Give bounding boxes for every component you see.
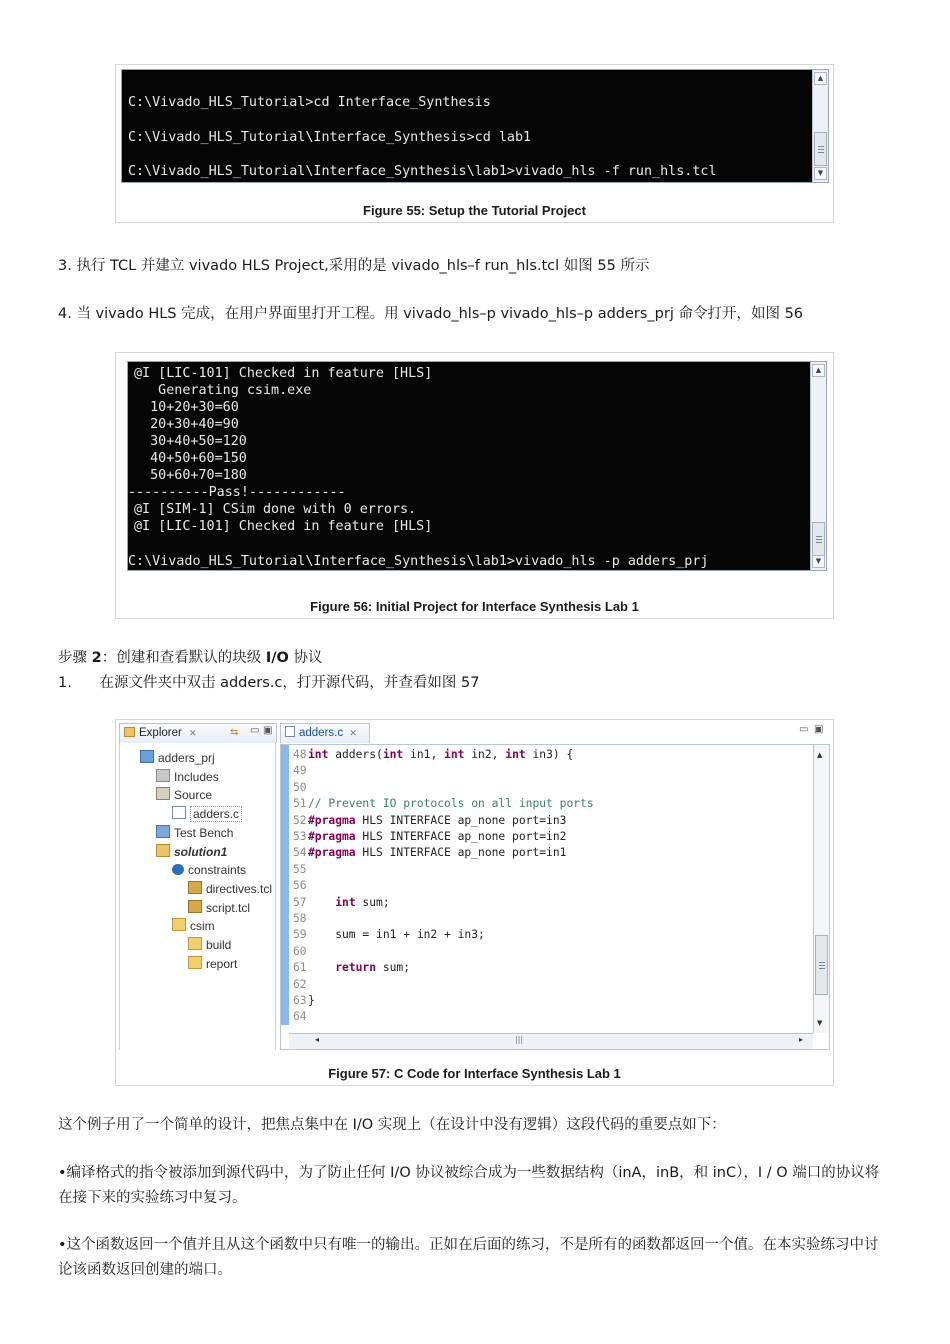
- editor-tab-adders-c[interactable]: [280, 723, 370, 743]
- terminal-line: 50+60+70=180: [134, 468, 247, 483]
- close-icon[interactable]: ✕: [189, 728, 197, 738]
- line-number: 56: [293, 879, 307, 893]
- figure-caption: Figure 57: C Code for Interface Synthesis Lab 1: [328, 1066, 621, 1081]
- tree-item[interactable]: [188, 937, 231, 953]
- terminal-line: 30+40+50=120: [134, 434, 247, 449]
- terminal-line: C:\Vivado_HLS_Tutorial>cd Interface_Synthesis: [128, 95, 491, 110]
- tree-item[interactable]: [156, 825, 233, 841]
- heading-mid: ：创建和查看默认的块级: [101, 650, 266, 666]
- line-number: 57: [293, 895, 307, 909]
- tree-item[interactable]: [172, 806, 242, 822]
- explorer-icon: [124, 727, 135, 737]
- terminal-line: C:\Vivado_HLS_Tutorial\Interface_Synthesis>cd lab1: [128, 130, 532, 145]
- figure-caption: Figure 55: Setup the Tutorial Project: [363, 203, 586, 218]
- terminal-line: 40+50+60=150: [134, 451, 247, 466]
- solution-folder-icon: [156, 844, 170, 857]
- figure-57: [115, 719, 834, 1086]
- editor-gutter: [281, 745, 289, 1025]
- figure-caption: Figure 56: Initial Project for Interface Synthesis Lab 1: [310, 599, 639, 614]
- code-line: [293, 862, 308, 878]
- code-line: 63}: [293, 994, 315, 1007]
- tree-item[interactable]: [188, 900, 250, 916]
- tcl-file-icon: [188, 900, 202, 913]
- testbench-icon: [156, 825, 170, 838]
- terminal-line: @I [LIC-101] Checked in feature [HLS]: [134, 519, 433, 534]
- scroll-up-icon[interactable]: ▲: [812, 364, 825, 377]
- code-line: [293, 780, 308, 796]
- code-line: 52#pragma HLS INTERFACE ap_none port=in3: [293, 813, 567, 827]
- code-line: 61 return sum;: [293, 961, 411, 975]
- line-number: 59: [293, 928, 307, 942]
- explorer-tab[interactable]: [119, 723, 277, 743]
- step-2-item-1: 1. 在源文件夹中双击 adders.c，打开源代码，并查看如图 57: [58, 675, 480, 691]
- code-line: 59 sum = in1 + in2 + in3;: [293, 928, 485, 942]
- step-3-text: 3. 执行 TCL 并建立 vivado HLS Project,采用的是 vivado_hls–f run_hls.tcl 如图 55 所示: [58, 258, 650, 274]
- terminal-window: [127, 361, 827, 571]
- tree-item-label: solution1: [174, 844, 228, 859]
- explorer-tab-label: Explorer: [139, 727, 182, 739]
- scroll-thumb[interactable]: [814, 132, 827, 166]
- paragraph-1: 这个例子用了一个简单的设计，把焦点集中在 I/O 实现上（在设计中没有逻辑）这段代码的重要点如下：: [58, 1117, 726, 1133]
- tree-item-label: csim: [190, 919, 215, 934]
- line-number: 51: [293, 797, 307, 811]
- scroll-thumb[interactable]: [812, 522, 825, 556]
- heading-io: I/O: [265, 650, 289, 666]
- tree-item[interactable]: [188, 881, 272, 897]
- figure-56: [115, 352, 834, 619]
- terminal-scrollbar[interactable]: [810, 362, 826, 570]
- code-line: 54#pragma HLS INTERFACE ap_none port=in1: [293, 846, 567, 860]
- tree-item-label: adders.c: [190, 806, 242, 822]
- code-line: [293, 878, 308, 894]
- project-icon: [140, 750, 154, 763]
- editor-hscrollbar[interactable]: [289, 1033, 813, 1049]
- terminal-line: 10+20+30=60: [134, 400, 239, 415]
- line-number: 50: [293, 780, 307, 794]
- maximize-icon[interactable]: ▣: [814, 724, 824, 735]
- line-number: 63: [293, 994, 307, 1007]
- code-line: 48int adders(int in1, int in2, int in3) {: [293, 748, 574, 761]
- maximize-icon[interactable]: ▣: [263, 725, 273, 736]
- line-number: 60: [293, 944, 307, 958]
- code-line: [293, 944, 308, 960]
- link-editor-icon[interactable]: ⇆: [230, 727, 239, 738]
- line-number: 52: [293, 813, 307, 827]
- scroll-down-icon[interactable]: ▼: [814, 167, 827, 180]
- code-line: [293, 763, 308, 779]
- line-number: 64: [293, 1010, 307, 1024]
- terminal-line: C:\Vivado_HLS_Tutorial\Interface_Synthesis\lab1>vivado_hls -p adders_prj: [128, 554, 709, 569]
- tree-item-label: report: [206, 956, 238, 971]
- tree-item-label: script.tcl: [206, 900, 251, 915]
- folder-icon: [188, 937, 202, 950]
- step-2-heading: [58, 646, 892, 671]
- tree-item-label: directives.tcl: [206, 881, 273, 896]
- includes-icon: [156, 769, 170, 782]
- editor-vscrollbar[interactable]: [813, 745, 829, 1033]
- terminal-line: ----------Pass!------------: [128, 485, 346, 500]
- folder-icon: [188, 956, 202, 969]
- paragraph-3: •这个函数返回一个值并且从这个函数中只有唯一的输出。正如在后面的练习，不是所有的函数都返回一个值。在本实验练习中讨论该函数返回创建的端口。: [58, 1237, 879, 1278]
- tree-item[interactable]: [156, 844, 227, 860]
- line-number: 49: [293, 764, 307, 778]
- code-line: 53#pragma HLS INTERFACE ap_none port=in2: [293, 830, 567, 843]
- tree-item[interactable]: [140, 750, 215, 766]
- line-number: 58: [293, 912, 307, 925]
- tree-item[interactable]: [156, 787, 212, 803]
- scroll-up-icon[interactable]: ▲: [814, 72, 827, 85]
- scroll-right-icon[interactable]: ▸: [798, 1035, 803, 1044]
- code-line: [293, 911, 308, 927]
- constraints-icon: [172, 864, 184, 875]
- line-number: 55: [293, 862, 307, 876]
- c-file-icon: [285, 726, 295, 737]
- scroll-left-icon[interactable]: ◂: [315, 1035, 320, 1044]
- tree-item-label: adders_prj: [158, 751, 215, 765]
- terminal-window: [121, 69, 829, 183]
- figure-55: [115, 64, 834, 223]
- code-editor[interactable]: [280, 744, 830, 1050]
- terminal-line: C:\Vivado_HLS_Tutorial\Interface_Synthesis\lab1>vivado_hls -f run_hls.tcl: [128, 164, 717, 179]
- tree-item-label: Includes: [174, 769, 219, 784]
- code-line: [293, 1009, 308, 1025]
- line-number: 53: [293, 830, 307, 843]
- c-file-icon: [172, 806, 186, 819]
- step-4-text: 4. 当 vivado HLS 完成，在用户界面里打开工程。用 vivado_hls–p vivado_hls–p adders_prj 命令打开，如图 56: [58, 306, 804, 322]
- tcl-file-icon: [188, 881, 202, 894]
- line-number: 54: [293, 846, 307, 860]
- tree-item[interactable]: [172, 862, 246, 878]
- source-folder-icon: [156, 787, 170, 800]
- close-icon[interactable]: ✕: [349, 728, 357, 738]
- explorer-pane: [119, 743, 276, 1050]
- ide-window: [119, 723, 830, 1054]
- minimize-icon[interactable]: ▭: [799, 724, 809, 735]
- tree-item[interactable]: [156, 769, 219, 785]
- code-line: 57 int sum;: [293, 895, 390, 909]
- terminal-scrollbar[interactable]: [812, 70, 828, 182]
- tree-item-label: constraints: [188, 863, 247, 878]
- tree-item[interactable]: [172, 918, 215, 934]
- terminal-line: @I [SIM-1] CSim done with 0 errors.: [134, 502, 417, 517]
- line-number: 61: [293, 961, 307, 975]
- scroll-down-icon[interactable]: ▼: [812, 555, 825, 568]
- scroll-up-icon[interactable]: ▲: [817, 751, 823, 759]
- scroll-thumb[interactable]: [815, 935, 828, 995]
- paragraph-2: •编译格式的指令被添加到源代码中，为了防止任何 I/O 协议被综合成为一些数据结构（inA，inB，和 inC），I / O 端口的协议将在接下来的实验练习中复习。: [58, 1165, 880, 1206]
- scroll-down-icon[interactable]: ▼: [817, 1019, 823, 1027]
- folder-icon: [172, 918, 186, 931]
- heading-suffix: 协议: [288, 650, 323, 666]
- minimize-icon[interactable]: ▭: [250, 725, 260, 736]
- terminal-line: Generating csim.exe: [134, 383, 312, 398]
- tree-item-label: build: [206, 938, 232, 952]
- tree-item-label: Source: [174, 788, 213, 803]
- code-line: [293, 977, 308, 993]
- scroll-grip[interactable]: |||: [515, 1035, 524, 1044]
- tree-item[interactable]: [188, 956, 237, 972]
- heading-number: 2: [91, 650, 102, 666]
- heading-prefix: 步骤: [58, 650, 92, 666]
- editor-tab-label: adders.c: [299, 727, 344, 739]
- tree-item-label: Test Bench: [174, 825, 234, 840]
- terminal-line: @I [LIC-101] Checked in feature [HLS]: [134, 366, 433, 381]
- terminal-line: 20+30+40=90: [134, 417, 239, 432]
- line-number: 62: [293, 977, 307, 991]
- line-number: 48: [293, 748, 307, 761]
- code-line: 51// Prevent IO protocols on all input ports: [293, 797, 594, 811]
